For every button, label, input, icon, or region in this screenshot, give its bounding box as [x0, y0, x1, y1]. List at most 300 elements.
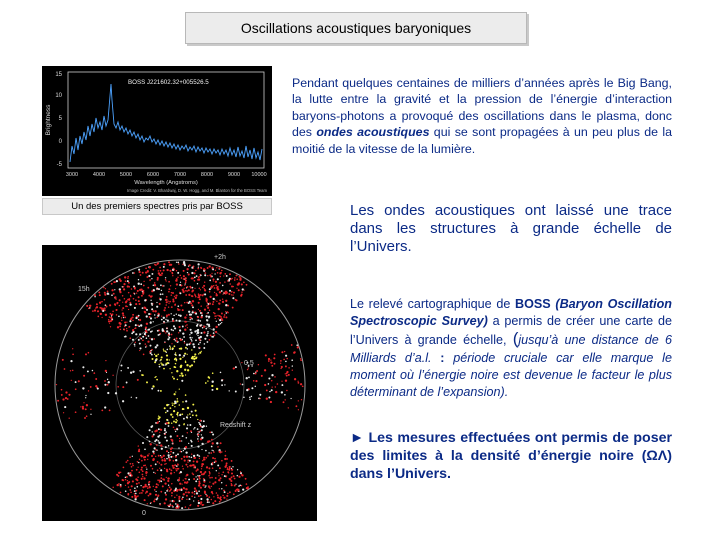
galaxy-point	[225, 455, 227, 457]
galaxy-point	[224, 458, 226, 460]
galaxy-point	[149, 484, 150, 485]
galaxy-point	[86, 305, 88, 307]
galaxy-point	[266, 398, 268, 400]
galaxy-point	[170, 472, 172, 474]
galaxy-point	[110, 326, 111, 327]
galaxy-point	[89, 305, 91, 307]
galaxy-point	[175, 295, 177, 297]
galaxy-point	[182, 408, 184, 410]
galaxy-point	[208, 485, 210, 487]
galaxy-point	[120, 280, 122, 282]
galaxy-point	[179, 404, 181, 406]
galaxy-point	[206, 426, 207, 427]
galaxy-point	[185, 446, 187, 448]
galaxy-point	[179, 329, 181, 331]
galaxy-point	[127, 280, 128, 281]
galaxy-point	[153, 458, 155, 460]
galaxy-point	[130, 463, 132, 465]
galaxy-point	[154, 282, 156, 284]
galaxy-point	[194, 497, 195, 498]
galaxy-point	[291, 344, 293, 346]
galaxy-point	[168, 445, 169, 446]
galaxy-point	[181, 380, 183, 382]
galaxy-point	[204, 309, 206, 311]
galaxy-point	[147, 455, 149, 457]
galaxy-point	[183, 456, 185, 458]
galaxy-point	[123, 329, 125, 331]
galaxy-point	[172, 416, 174, 418]
galaxy-point	[159, 303, 161, 305]
galaxy-point	[268, 396, 270, 398]
galaxy-point	[146, 469, 147, 470]
galaxy-point	[149, 316, 151, 318]
galaxy-point	[197, 446, 199, 448]
galaxy-point	[275, 391, 277, 393]
galaxy-point	[140, 324, 142, 326]
galaxy-point	[183, 278, 185, 280]
galaxy-point	[208, 467, 210, 469]
galaxy-point	[126, 476, 128, 478]
galaxy-point	[201, 351, 202, 352]
galaxy-point	[198, 500, 199, 501]
galaxy-point	[156, 306, 158, 308]
galaxy-point	[166, 410, 168, 412]
galaxy-point	[130, 319, 131, 320]
galaxy-point	[127, 460, 129, 462]
galaxy-point	[104, 380, 106, 382]
galaxy-point	[182, 484, 183, 485]
galaxy-point	[199, 420, 201, 422]
spectrum-plot-title: BOSS J221602.32+005526.5	[128, 79, 209, 86]
galaxy-point	[142, 442, 144, 444]
galaxy-point	[160, 429, 161, 430]
galaxy-point	[127, 493, 129, 495]
galaxy-point	[298, 409, 299, 410]
galaxy-point	[129, 456, 131, 458]
galaxy-point	[199, 347, 200, 348]
galaxy-point	[218, 472, 219, 473]
galaxy-point	[134, 487, 136, 489]
galaxy-point	[183, 418, 185, 420]
y-axis-label: Brightness	[45, 104, 52, 136]
galaxy-point	[166, 349, 168, 351]
galaxy-point	[161, 316, 162, 317]
galaxy-point	[167, 489, 169, 491]
galaxy-point	[138, 300, 140, 302]
image-credit: Image Credit: V. Bhardwaj, D. W. Hogg, and M. Blanton for the BOSS Team	[127, 188, 267, 193]
galaxy-point	[144, 457, 145, 458]
galaxy-point	[131, 466, 133, 468]
galaxy-point	[271, 365, 273, 367]
galaxy-point	[172, 440, 174, 442]
galaxy-point	[182, 466, 183, 467]
galaxy-point	[229, 478, 231, 480]
galaxy-point	[200, 312, 202, 314]
galaxy-point	[168, 458, 170, 460]
galaxy-point	[160, 284, 162, 286]
galaxy-point	[198, 302, 200, 304]
galaxy-point	[212, 457, 214, 459]
galaxy-point	[160, 469, 162, 471]
galaxy-point	[124, 276, 125, 277]
galaxy-point	[215, 477, 217, 479]
galaxy-point	[172, 275, 173, 276]
galaxy-point	[123, 317, 124, 318]
galaxy-point	[227, 311, 228, 312]
galaxy-point	[166, 450, 168, 452]
galaxy-point	[199, 475, 200, 476]
p3-boss-full: (Baryon Oscillation Spectroscopic Survey)	[350, 297, 673, 329]
galaxy-point	[132, 316, 134, 318]
galaxy-point	[181, 372, 183, 374]
galaxy-point	[167, 320, 169, 322]
galaxy-point	[164, 463, 165, 464]
galaxy-point	[183, 336, 185, 338]
galaxy-point	[218, 475, 219, 476]
galaxy-point	[175, 421, 177, 423]
galaxy-point	[223, 316, 225, 318]
galaxy-point	[154, 264, 156, 266]
galaxy-point	[187, 466, 189, 468]
galaxy-point	[137, 379, 139, 381]
galaxy-point	[151, 308, 153, 310]
galaxy-point	[218, 324, 220, 326]
galaxy-point	[187, 407, 189, 409]
galaxy-point	[167, 505, 169, 507]
galaxy-point	[190, 342, 192, 344]
galaxy-point	[141, 467, 143, 469]
galaxy-point	[229, 273, 231, 275]
galaxy-point	[217, 272, 219, 274]
galaxy-point	[124, 298, 126, 300]
galaxy-point	[149, 429, 151, 431]
galaxy-point	[163, 455, 165, 457]
galaxy-point	[215, 326, 217, 328]
galaxy-point	[151, 455, 153, 457]
galaxy-point	[125, 479, 127, 481]
galaxy-point	[127, 277, 129, 279]
galaxy-point	[230, 480, 232, 482]
galaxy-point	[83, 375, 85, 377]
galaxy-point	[131, 496, 133, 498]
galaxy-point	[64, 406, 66, 408]
galaxy-point	[176, 320, 178, 322]
galaxy-point	[85, 353, 87, 355]
galaxy-point	[139, 347, 141, 349]
galaxy-point	[172, 330, 174, 332]
galaxy-point	[173, 366, 175, 368]
galaxy-point	[151, 354, 153, 356]
galaxy-point	[185, 488, 187, 490]
galaxy-point	[200, 471, 202, 473]
galaxy-point	[160, 504, 161, 505]
galaxy-point	[176, 435, 178, 437]
galaxy-point	[120, 486, 122, 488]
galaxy-point	[219, 267, 221, 269]
galaxy-point	[127, 276, 129, 278]
galaxy-point	[224, 273, 226, 275]
galaxy-point	[97, 316, 99, 318]
galaxy-point	[158, 270, 160, 272]
galaxy-point	[168, 336, 169, 337]
galaxy-point	[175, 303, 176, 304]
galaxy-point	[171, 422, 172, 423]
galaxy-point	[163, 269, 165, 271]
galaxy-point	[214, 313, 216, 315]
galaxy-point	[280, 360, 282, 362]
galaxy-point	[271, 389, 273, 391]
galaxy-point	[150, 443, 152, 445]
galaxy-point	[202, 287, 204, 289]
galaxy-point	[153, 500, 155, 502]
galaxy-point	[194, 361, 196, 363]
galaxy-point	[241, 292, 242, 293]
galaxy-point	[164, 307, 166, 309]
p3-paren: (	[512, 329, 519, 349]
galaxy-point	[223, 497, 225, 499]
galaxy-point	[176, 370, 178, 372]
galaxy-point	[132, 272, 134, 274]
galaxy-point	[143, 281, 144, 282]
galaxy-point	[176, 262, 177, 263]
galaxy-point	[251, 396, 253, 398]
galaxy-point	[157, 484, 159, 486]
galaxy-point	[183, 487, 185, 489]
galaxy-point	[235, 391, 237, 393]
galaxy-point	[179, 477, 181, 479]
galaxy-point	[142, 470, 144, 472]
galaxy-point	[176, 283, 178, 285]
galaxy-point	[172, 402, 173, 403]
galaxy-point	[213, 285, 214, 286]
galaxy-point	[193, 346, 195, 348]
galaxy-point	[221, 384, 223, 386]
galaxy-point	[132, 371, 134, 373]
galaxy-point	[199, 423, 201, 425]
galaxy-point	[211, 431, 213, 433]
galaxy-point	[116, 309, 117, 310]
galaxy-point	[140, 283, 142, 285]
galaxy-point	[180, 347, 182, 349]
galaxy-point	[98, 291, 100, 293]
galaxy-point	[224, 314, 226, 316]
galaxy-point	[237, 475, 239, 477]
galaxy-point	[164, 459, 166, 461]
galaxy-point	[148, 481, 150, 483]
galaxy-point	[221, 488, 222, 489]
galaxy-point	[142, 456, 143, 457]
galaxy-point	[172, 465, 174, 467]
galaxy-point	[207, 441, 209, 443]
galaxy-point	[246, 284, 248, 286]
galaxy-point	[221, 319, 223, 321]
galaxy-point	[207, 275, 208, 276]
galaxy-point	[190, 329, 192, 331]
galaxy-point	[204, 289, 206, 291]
galaxy-point	[169, 490, 171, 492]
galaxy-point	[210, 276, 211, 277]
p3-boss: BOSS	[515, 297, 551, 311]
galaxy-point	[184, 481, 186, 483]
galaxy-point	[94, 309, 96, 311]
galaxy-point	[238, 283, 240, 285]
galaxy-point	[225, 291, 227, 293]
galaxy-point	[199, 310, 201, 312]
galaxy-point	[64, 368, 66, 370]
galaxy-point	[195, 476, 196, 477]
galaxy-point	[285, 365, 287, 367]
galaxy-point	[214, 458, 216, 460]
galaxy-point	[170, 435, 172, 437]
galaxy-point	[174, 464, 176, 466]
galaxy-point	[191, 291, 193, 293]
galaxy-point	[208, 502, 209, 503]
galaxy-point	[180, 366, 182, 368]
galaxy-point	[247, 486, 249, 488]
galaxy-point	[284, 394, 286, 396]
galaxy-point	[186, 364, 188, 366]
galaxy-point	[115, 298, 117, 300]
galaxy-point	[146, 475, 147, 476]
galaxy-point	[203, 331, 205, 333]
galaxy-point	[146, 436, 148, 438]
galaxy-point	[301, 399, 302, 400]
galaxy-point	[145, 272, 147, 274]
galaxy-point	[181, 458, 183, 460]
galaxy-point	[153, 285, 155, 287]
galaxy-point	[56, 384, 57, 385]
galaxy-point	[195, 415, 197, 417]
galaxy-point	[165, 279, 166, 280]
galaxy-point	[161, 456, 163, 458]
galaxy-point	[212, 450, 213, 451]
galaxy-point	[189, 424, 191, 426]
galaxy-point	[217, 315, 218, 316]
galaxy-point	[104, 384, 106, 386]
galaxy-point	[96, 306, 98, 308]
galaxy-point	[221, 290, 223, 292]
galaxy-point	[187, 459, 189, 461]
galaxy-point	[159, 274, 161, 276]
galaxy-point	[173, 427, 175, 429]
galaxy-point	[111, 294, 113, 296]
galaxy-point	[138, 482, 140, 484]
galaxy-point	[191, 337, 192, 338]
galaxy-point	[150, 503, 151, 504]
galaxy-point	[206, 305, 207, 306]
p3-colon: :	[431, 350, 454, 365]
galaxy-point	[169, 460, 170, 461]
galaxy-point	[135, 324, 137, 326]
galaxy-point	[137, 477, 139, 479]
intro-emphasis: ondes acoustiques	[316, 125, 430, 140]
galaxy-point	[85, 408, 87, 410]
galaxy-point	[179, 326, 181, 328]
galaxy-point	[182, 357, 183, 358]
galaxy-point	[78, 380, 80, 382]
galaxy-point	[198, 502, 200, 504]
galaxy-point	[182, 413, 183, 414]
galaxy-point	[186, 344, 188, 346]
galaxy-point	[185, 283, 186, 284]
galaxy-point	[166, 355, 168, 357]
galaxy-point	[201, 429, 203, 431]
galaxy-point	[191, 304, 193, 306]
galaxy-point	[294, 378, 296, 380]
galaxy-point	[140, 274, 142, 276]
galaxy-point	[157, 354, 159, 356]
galaxy-point	[221, 451, 222, 452]
galaxy-point	[155, 463, 157, 465]
galaxy-point	[109, 410, 111, 412]
galaxy-point	[95, 378, 97, 380]
galaxy-point	[193, 272, 195, 274]
galaxy-point	[129, 475, 131, 477]
p3-part2: a permis de créer une carte de l’Univers à grande échelle,	[350, 314, 672, 348]
intro-text-after: qui se sont propagées à un peu plus de la moitié de la vitesse de la lumière.	[292, 125, 673, 156]
galaxy-point	[185, 394, 187, 396]
galaxy-point	[90, 386, 92, 388]
galaxy-point	[273, 357, 275, 359]
galaxy-point	[117, 386, 119, 388]
galaxy-point	[188, 311, 190, 313]
galaxy-point	[217, 497, 219, 499]
galaxy-point	[138, 269, 140, 271]
galaxy-point	[232, 466, 233, 467]
galaxy-point	[222, 299, 223, 300]
galaxy-point	[141, 374, 143, 376]
galaxy-point	[212, 463, 214, 465]
galaxy-point	[151, 425, 153, 427]
galaxy-point	[146, 309, 148, 311]
galaxy-point	[206, 341, 208, 343]
intro-text-before: Pendant quelques centaines de milliers d’années après le Big Bang, la lutte entre la gravité et la pression de l’énergie d’interaction baryons-photons a provoqué des oscillations dans le plasma, donc des	[292, 76, 672, 140]
galaxy-point	[245, 478, 247, 480]
galaxy-point	[207, 501, 209, 503]
galaxy-point	[194, 493, 196, 495]
galaxy-point	[153, 452, 155, 454]
galaxy-point	[179, 438, 180, 439]
map-label: 15h	[78, 286, 90, 293]
galaxy-point	[274, 376, 276, 378]
galaxy-point	[87, 370, 89, 372]
galaxy-point	[111, 289, 113, 291]
galaxy-point	[173, 410, 175, 412]
galaxy-point	[97, 310, 99, 312]
galaxy-point	[121, 370, 122, 371]
galaxy-point	[198, 268, 200, 270]
galaxy-point	[115, 305, 116, 306]
galaxy-point	[300, 358, 301, 359]
galaxy-point	[221, 270, 223, 272]
galaxy-point	[211, 285, 213, 287]
galaxy-point	[177, 379, 179, 381]
galaxy-point	[158, 288, 160, 290]
galaxy-point	[116, 280, 118, 282]
galaxy-point	[223, 275, 224, 276]
galaxy-point	[220, 316, 222, 318]
galaxy-point	[168, 300, 169, 301]
galaxy-point	[197, 469, 199, 471]
galaxy-point	[138, 445, 139, 446]
x-tick: 4000	[92, 172, 106, 178]
galaxy-point	[234, 279, 236, 281]
galaxy-point	[226, 312, 228, 314]
galaxy-point	[163, 321, 165, 323]
galaxy-point	[197, 434, 199, 436]
galaxy-point	[189, 413, 191, 415]
galaxy-point	[160, 362, 161, 363]
